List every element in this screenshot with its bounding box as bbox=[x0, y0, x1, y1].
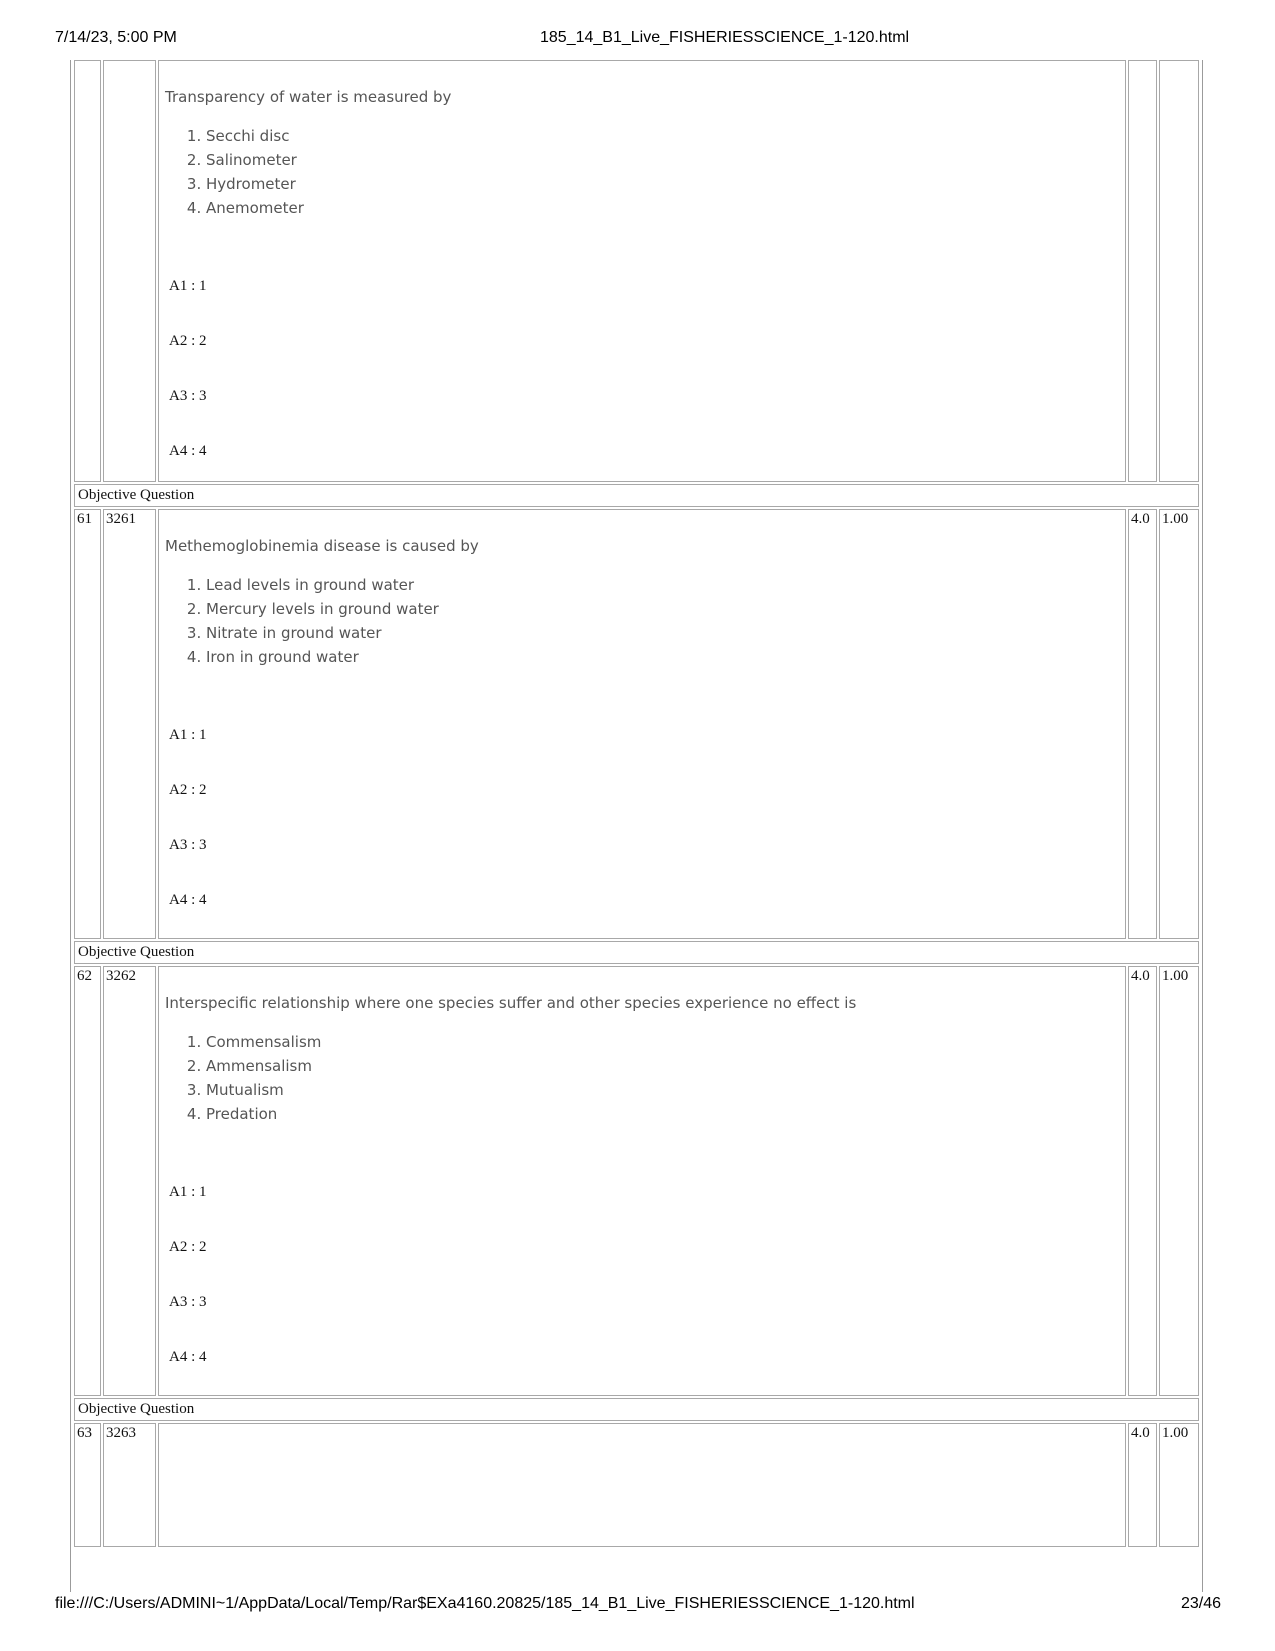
question-table bbox=[72, 60, 1201, 1549]
section-row bbox=[74, 1398, 1199, 1421]
question-id: 3263 bbox=[103, 1423, 156, 1547]
option-item: 4. Iron in ground water bbox=[206, 645, 1123, 669]
negative-mark-value: 1.00 bbox=[1159, 509, 1199, 939]
question-row-continued bbox=[74, 60, 1199, 482]
answer-line: A4 : 4 bbox=[169, 1349, 207, 1365]
section-row bbox=[74, 484, 1199, 507]
answer-line: A2 : 2 bbox=[169, 782, 207, 798]
mark-value: 4.0 bbox=[1128, 509, 1157, 939]
options-list bbox=[161, 1030, 1123, 1126]
question-number-cell bbox=[74, 60, 101, 482]
answer-line: A2 : 2 bbox=[169, 333, 207, 349]
mark-cell bbox=[1128, 60, 1157, 482]
negative-mark-value: 1.00 bbox=[1159, 1423, 1199, 1547]
option-item: 2. Salinometer bbox=[206, 148, 1123, 172]
question-table-wrapper bbox=[70, 60, 1203, 1592]
question-id-cell bbox=[103, 60, 156, 482]
answer-line: A2 : 2 bbox=[169, 1239, 207, 1255]
options-list bbox=[161, 124, 1123, 220]
question-row bbox=[74, 1423, 1199, 1547]
option-item: 4. Predation bbox=[206, 1102, 1123, 1126]
option-item: 2. Ammensalism bbox=[206, 1054, 1123, 1078]
section-label: Objective Question bbox=[74, 484, 1199, 507]
answer-line: A1 : 1 bbox=[169, 278, 207, 294]
question-id: 3262 bbox=[103, 966, 156, 1396]
option-item: 1. Commensalism bbox=[206, 1030, 1123, 1054]
option-item: 4. Anemometer bbox=[206, 196, 1123, 220]
question-body-cell bbox=[158, 509, 1126, 939]
print-date: 7/14/23, 5:00 PM bbox=[55, 29, 177, 46]
option-item: 1. Secchi disc bbox=[206, 124, 1123, 148]
negative-mark-value: 1.00 bbox=[1159, 966, 1199, 1396]
question-text: Methemoglobinemia disease is caused by bbox=[165, 537, 479, 555]
mark-value: 4.0 bbox=[1128, 966, 1157, 1396]
document-title: 185_14_B1_Live_FISHERIESSCIENCE_1-120.html bbox=[540, 29, 910, 46]
page-number: 23/46 bbox=[1181, 1595, 1222, 1612]
question-number: 61 bbox=[74, 509, 101, 939]
option-item: 1. Lead levels in ground water bbox=[206, 573, 1123, 597]
section-label: Objective Question bbox=[74, 1398, 1199, 1421]
option-item: 3. Nitrate in ground water bbox=[206, 621, 1123, 645]
answer-line: A3 : 3 bbox=[169, 388, 207, 404]
question-text: Interspecific relationship where one species suffer and other species experience no effect is bbox=[165, 994, 857, 1012]
mark-value: 4.0 bbox=[1128, 1423, 1157, 1547]
question-body-cell bbox=[158, 966, 1126, 1396]
question-text: Transparency of water is measured by bbox=[165, 88, 452, 106]
question-row bbox=[74, 509, 1199, 939]
answer-line: A3 : 3 bbox=[169, 1294, 207, 1310]
options-list bbox=[161, 573, 1123, 669]
file-path: file:///C:/Users/ADMINI~1/AppData/Local/Temp/Rar$EXa4160.20825/185_14_B1_Live_FISHERIESSCIENCE_1-120.html bbox=[55, 1595, 915, 1612]
section-row bbox=[74, 941, 1199, 964]
answer-line: A4 : 4 bbox=[169, 892, 207, 908]
question-body-cell bbox=[158, 60, 1126, 482]
section-label: Objective Question bbox=[74, 941, 1199, 964]
question-row bbox=[74, 966, 1199, 1396]
question-body-cell bbox=[158, 1423, 1126, 1547]
question-number: 62 bbox=[74, 966, 101, 1396]
answer-line: A1 : 1 bbox=[169, 1184, 207, 1200]
option-item: 2. Mercury levels in ground water bbox=[206, 597, 1123, 621]
answer-line: A3 : 3 bbox=[169, 837, 207, 853]
option-item: 3. Hydrometer bbox=[206, 172, 1123, 196]
question-id: 3261 bbox=[103, 509, 156, 939]
negative-mark-cell bbox=[1159, 60, 1199, 482]
option-item: 3. Mutualism bbox=[206, 1078, 1123, 1102]
question-number: 63 bbox=[74, 1423, 101, 1547]
answer-line: A4 : 4 bbox=[169, 443, 207, 459]
answer-line: A1 : 1 bbox=[169, 727, 207, 743]
